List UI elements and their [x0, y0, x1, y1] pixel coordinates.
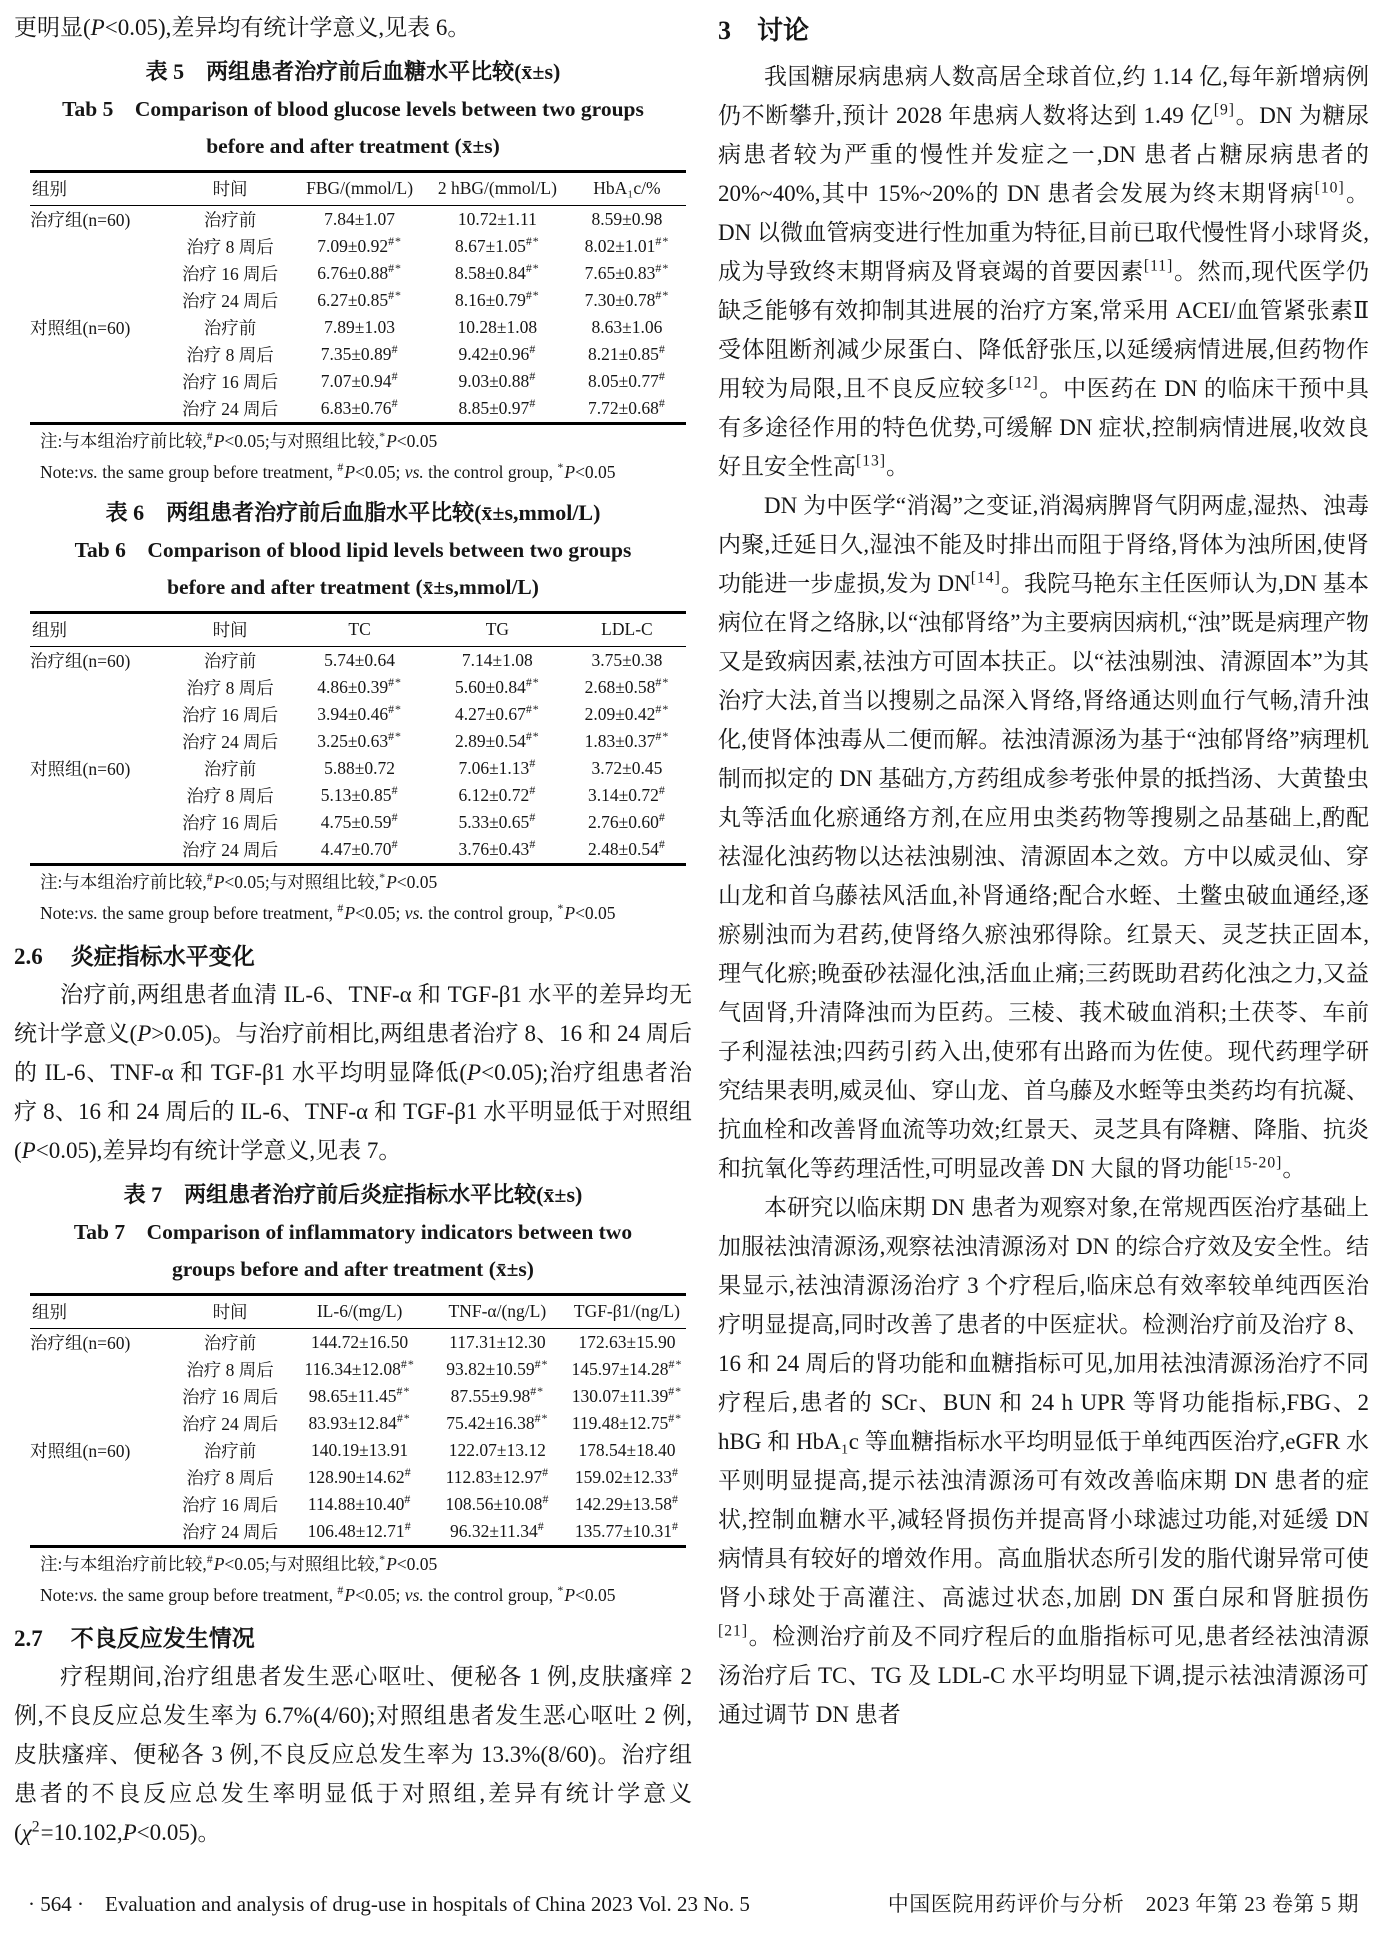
value-cell: 3.14±0.72# — [588, 783, 666, 805]
value-cell: 2.48±0.54# — [588, 837, 666, 859]
value-cell: 8.63±1.06 — [591, 317, 663, 337]
group-cell — [30, 260, 168, 287]
value-cell: 122.07±13.12 — [448, 1440, 546, 1460]
table7-note-cn: 注:与本组治疗前比较,#P<0.05;与对照组比较,*P<0.05 — [40, 1552, 438, 1574]
value-cell: 8.67±1.05#* — [454, 234, 540, 256]
table-row — [30, 260, 686, 287]
time-cell: 治疗 16 周后 — [181, 372, 279, 392]
value-cell: 5.33±0.65# — [458, 810, 537, 832]
value-cell: 1.83±0.37#* — [584, 729, 670, 751]
value-cell: 145.97±14.28#* — [571, 1357, 683, 1379]
column-header: 组别 — [30, 1295, 168, 1329]
value-cell: 6.12±0.72# — [458, 783, 537, 805]
column-header: 组别 — [30, 613, 168, 647]
value-cell: 7.65±0.83#* — [584, 261, 670, 283]
time-cell: 治疗 8 周后 — [186, 237, 274, 257]
column-header: 时间 — [168, 613, 293, 647]
table-row — [30, 395, 686, 424]
group-cell — [30, 287, 168, 314]
table-row — [30, 1518, 686, 1547]
intro-line: 更明显(P<0.05),差异均有统计学意义,见表 6。 — [14, 15, 471, 40]
value-cell: 6.76±0.88#* — [317, 261, 402, 283]
value-cell: 75.42±16.38#* — [446, 1411, 549, 1433]
section-number: 3 — [718, 16, 731, 45]
table7-caption-en: Tab 7 Comparison of inflammatory indicators between two groups before and after treatment (x̄±s) — [73, 1220, 633, 1281]
discussion-paragraph-1: 我国糖尿病患病人数高居全球首位,约 1.14 亿,每年新增病例仍不断攀升,预计 2028 年患病人数将达到 1.49 亿[9]。DN 为糖尿病患者较为严重的慢性并发症之一,DN 患者占糖尿病患者的 20%~40%,其中 15%~20%的 DN 患者会发展为终末期肾病[10]。DN 以微血管病变进行性加重为特征,目前已取代慢性肾小球肾炎,成为导致终末期肾病及肾衰竭的首要因素[11]。然而,现代医学仍缺乏能够有效抑制其进展的治疗方案,常采用 ACEI/血管紧张素Ⅱ受体阻断剂减少尿蛋白、降低舒张压,以延缓病情进展,但药物作用较为局限,且不良反应较多[12]。中医药在 DN 的临床干预中具有多途径作用的特色优势,可缓解 DN 症状,控制病情进展,收效良好且安全性高[13]。 — [718, 64, 1370, 479]
column-header: TC — [292, 613, 426, 647]
value-cell: 178.54±18.40 — [578, 1440, 676, 1460]
time-cell: 治疗 16 周后 — [181, 264, 279, 284]
table-row — [30, 728, 686, 755]
group-cell — [30, 1410, 168, 1437]
left-column — [14, 8, 692, 1852]
value-cell: 6.83±0.76# — [320, 396, 399, 418]
group-cell — [30, 1383, 168, 1410]
group-cell — [30, 809, 168, 836]
value-cell: 83.93±12.84#* — [308, 1411, 411, 1433]
table-row — [30, 809, 686, 836]
column-header: IL-6/(mg/L) — [292, 1295, 426, 1329]
value-cell: 142.29±13.58# — [574, 1492, 679, 1514]
table-header-row — [30, 613, 686, 647]
table6-caption-en: Tab 6 Comparison of blood lipid levels between two groups before and after treatment (x̄±s,mmol/L) — [74, 538, 632, 599]
value-cell: 116.34±12.08#* — [304, 1357, 415, 1379]
time-cell: 治疗前 — [203, 210, 257, 230]
table6-blood-lipid — [30, 611, 686, 866]
value-cell: 4.86±0.39#* — [317, 675, 402, 697]
section-title: 不良反应发生情况 — [70, 1625, 255, 1651]
table-row — [30, 287, 686, 314]
value-cell: 7.06±1.13# — [458, 756, 537, 778]
page-footer — [28, 1888, 1359, 1918]
section-number: 2.7 — [14, 1626, 43, 1651]
time-cell: 治疗 16 周后 — [181, 813, 279, 833]
table-row — [30, 233, 686, 260]
value-cell: 108.56±10.08# — [445, 1492, 550, 1514]
value-cell: 2.09±0.42#* — [584, 702, 670, 724]
table5-caption-en: Tab 5 Comparison of blood glucose levels between two groups before and after treatment (x̄±s) — [62, 97, 644, 158]
value-cell: 128.90±14.62# — [307, 1465, 412, 1487]
value-cell: 117.31±12.30 — [449, 1332, 546, 1352]
value-cell: 10.28±1.08 — [457, 317, 538, 337]
table-row — [30, 1437, 686, 1464]
time-cell: 治疗 24 周后 — [181, 732, 279, 752]
value-cell: 119.48±12.75#* — [571, 1411, 683, 1433]
time-cell: 治疗 8 周后 — [186, 786, 274, 806]
time-cell: 治疗 8 周后 — [186, 678, 274, 698]
table-row — [30, 314, 686, 341]
value-cell: 6.27±0.85#* — [317, 288, 402, 310]
section-title: 炎症指标水平变化 — [70, 943, 255, 969]
time-cell: 治疗 24 周后 — [181, 1522, 279, 1542]
table-row — [30, 836, 686, 865]
time-cell: 治疗前 — [203, 318, 257, 338]
value-cell: 3.75±0.38 — [591, 650, 663, 670]
group-cell — [30, 728, 168, 755]
time-cell: 治疗 8 周后 — [186, 1360, 274, 1380]
value-cell: 130.07±11.39#* — [571, 1384, 683, 1406]
time-cell: 治疗 24 周后 — [181, 840, 279, 860]
time-cell: 治疗 24 周后 — [181, 291, 279, 311]
time-cell: 治疗前 — [203, 651, 257, 671]
footer-left-running-title: · 564 · Evaluation and analysis of drug-use in hospitals of China 2023 Vol. 23 No. 5 — [28, 1892, 750, 1916]
table-row — [30, 1464, 686, 1491]
value-cell: 7.84±1.07 — [324, 209, 396, 229]
group-cell — [30, 1356, 168, 1383]
value-cell: 8.21±0.85# — [588, 342, 666, 364]
table-header-row — [30, 172, 686, 206]
table-row — [30, 647, 686, 675]
table-row — [30, 368, 686, 395]
table5-note-cn: 注:与本组治疗前比较,#P<0.05;与对照组比较,*P<0.05 — [40, 429, 438, 451]
table-row — [30, 1491, 686, 1518]
table7-inflammatory — [30, 1293, 686, 1548]
group-cell: 对照组(n=60) — [30, 1441, 131, 1461]
table-header-row — [30, 1295, 686, 1329]
time-cell: 治疗 8 周后 — [186, 1468, 274, 1488]
value-cell: 112.83±12.97# — [445, 1465, 550, 1487]
time-cell: 治疗 16 周后 — [181, 1495, 279, 1515]
column-header: LDL-C — [568, 613, 686, 647]
column-header: 时间 — [168, 172, 293, 206]
table5-note-en: Note:vs. the same group before treatment, #P<0.05; vs. the control group, *P<0.05 — [40, 460, 616, 482]
table-row — [30, 755, 686, 782]
value-cell: 7.30±0.78#* — [584, 288, 670, 310]
section-number: 2.6 — [14, 944, 43, 969]
group-cell — [30, 233, 168, 260]
value-cell: 7.07±0.94# — [320, 369, 399, 391]
value-cell: 2.68±0.58#* — [584, 675, 670, 697]
time-cell: 治疗前 — [203, 759, 257, 779]
value-cell: 8.58±0.84#* — [454, 261, 540, 283]
time-cell: 治疗 16 周后 — [181, 1387, 279, 1407]
column-header: HbA₁c/% — [568, 172, 686, 206]
table5-blood-glucose — [30, 170, 686, 425]
table-row — [30, 206, 686, 234]
value-cell: 8.05±0.77# — [588, 369, 666, 391]
section-3-heading — [718, 10, 1369, 47]
value-cell: 7.09±0.92#* — [317, 234, 402, 256]
time-cell: 治疗 8 周后 — [186, 345, 274, 365]
group-cell — [30, 368, 168, 395]
footer-right-journal-name: 中国医院用药评价与分析 2023 年第 23 卷第 5 期 — [887, 1892, 1359, 1916]
column-header: TGF-β1/(ng/L) — [568, 1295, 686, 1329]
value-cell: 96.32±11.34# — [450, 1519, 545, 1541]
table-row — [30, 341, 686, 368]
group-cell — [30, 782, 168, 809]
group-cell: 治疗组(n=60) — [30, 210, 131, 230]
value-cell: 93.82±10.59#* — [446, 1357, 549, 1379]
section-title: 讨论 — [757, 16, 810, 45]
value-cell: 10.72±1.11 — [457, 209, 537, 229]
time-cell: 治疗 24 周后 — [181, 399, 279, 419]
table-row — [30, 1329, 686, 1357]
table-row — [30, 674, 686, 701]
value-cell: 3.94±0.46#* — [317, 702, 402, 724]
value-cell: 2.76±0.60# — [588, 810, 666, 832]
time-cell: 治疗 16 周后 — [181, 705, 279, 725]
group-cell: 治疗组(n=60) — [30, 1333, 131, 1353]
value-cell: 5.74±0.64 — [324, 650, 396, 670]
time-cell: 治疗前 — [203, 1441, 257, 1461]
value-cell: 144.72±16.50 — [311, 1332, 409, 1352]
value-cell: 5.60±0.84#* — [454, 675, 540, 697]
value-cell: 8.85±0.97# — [458, 396, 537, 418]
group-cell: 对照组(n=60) — [30, 318, 131, 338]
value-cell: 3.76±0.43# — [458, 837, 537, 859]
group-cell — [30, 1464, 168, 1491]
column-header: 2 hBG/(mmol/L) — [427, 172, 568, 206]
value-cell: 4.27±0.67#* — [454, 702, 540, 724]
table6-note-cn: 注:与本组治疗前比较,#P<0.05;与对照组比较,*P<0.05 — [40, 870, 438, 892]
value-cell: 4.75±0.59# — [320, 810, 399, 832]
value-cell: 3.25±0.63#* — [317, 729, 402, 751]
group-cell — [30, 674, 168, 701]
table-row — [30, 1356, 686, 1383]
section-2-6-paragraph: 治疗前,两组患者血清 IL-6、TNF-α 和 TGF-β1 水平的差异均无统计学意义(P>0.05)。与治疗前相比,两组患者治疗 8、16 和 24 周后的 IL-6、TNF-α 和 TGF-β1 水平均明显降低(P<0.05);治疗组患者治疗 8、16 和 24 周后的 IL-6、TNF-α 和 TGF-β1 水平明显低于对照组(P<0.05),差异均有统计学意义,见表 7。 — [14, 982, 692, 1163]
right-column — [718, 8, 1369, 1852]
group-cell: 对照组(n=60) — [30, 759, 131, 779]
table-row — [30, 782, 686, 809]
value-cell: 3.72±0.45 — [591, 758, 663, 778]
table-row — [30, 1383, 686, 1410]
value-cell: 135.77±10.31# — [574, 1519, 679, 1541]
value-cell: 4.47±0.70# — [320, 837, 399, 859]
section-2-6-heading — [14, 938, 692, 971]
table7-caption-cn: 表 7 两组患者治疗前后炎症指标水平比较(x̄±s) — [123, 1182, 583, 1207]
value-cell: 114.88±10.40# — [307, 1492, 412, 1514]
value-cell: 8.02±1.01#* — [584, 234, 670, 256]
column-header: FBG/(mmol/L) — [292, 172, 426, 206]
group-cell — [30, 836, 168, 865]
group-cell — [30, 1491, 168, 1518]
discussion-paragraph-3: 本研究以临床期 DN 患者为观察对象,在常规西医治疗基础上加服祛浊清源汤,观察祛浊清源汤对 DN 的综合疗效及安全性。结果显示,祛浊清源汤治疗 3 个疗程后,临床总有效率较单纯西医治疗明显提高,同时改善了患者的中医症状。检测治疗前及治疗 8、16 和 24 周后的肾功能和血糖指标可见,加用祛浊清源汤治疗不同疗程后,患者的 SCr、BUN 和 24 h UPR 等肾功能指标,FBG、2 hBG 和 HbA₁c 等血糖指标水平均明显低于单纯西医治疗,eGFR 水平则明显提高,提示祛浊清源汤可有效改善临床期 DN 患者的症状,控制血糖水平,减轻肾损伤并提高肾小球滤过功能,对延缓 DN 病情具有较好的增效作用。高血脂状态所引发的脂代谢异常可使肾小球处于高灌注、高滤过状态,加剧 DN 蛋白尿和肾脏损伤[21]。检测治疗前及不同疗程后的血脂指标可见,患者经祛浊清源汤治疗后 TC、TG 及 LDL-C 水平均明显下调,提示祛浊清源汤可通过调节 DN 患者 — [718, 1195, 1369, 1727]
value-cell: 9.42±0.96# — [458, 342, 537, 364]
value-cell: 5.13±0.85# — [320, 783, 399, 805]
time-cell: 治疗 24 周后 — [181, 1414, 279, 1434]
value-cell: 98.65±11.45#* — [308, 1384, 411, 1406]
value-cell: 7.35±0.89# — [320, 342, 399, 364]
group-cell: 治疗组(n=60) — [30, 651, 131, 671]
value-cell: 87.55±9.98#* — [450, 1384, 545, 1406]
table-row — [30, 701, 686, 728]
group-cell — [30, 1518, 168, 1547]
value-cell: 8.59±0.98 — [591, 209, 663, 229]
column-header: 组别 — [30, 172, 168, 206]
value-cell: 172.63±15.90 — [578, 1332, 676, 1352]
section-2-7-heading — [14, 1620, 692, 1653]
value-cell: 140.19±13.91 — [311, 1440, 409, 1460]
value-cell: 7.89±1.03 — [324, 317, 396, 337]
table5-caption-cn: 表 5 两组患者治疗前后血糖水平比较(x̄±s) — [145, 59, 561, 84]
time-cell: 治疗前 — [203, 1333, 257, 1353]
value-cell: 2.89±0.54#* — [454, 729, 540, 751]
value-cell: 7.72±0.68# — [588, 396, 666, 418]
value-cell: 106.48±12.71# — [307, 1519, 412, 1541]
section-2-7-paragraph: 疗程期间,治疗组患者发生恶心呕吐、便秘各 1 例,皮肤瘙痒 2 例,不良反应总发生率为 6.7%(4/60);对照组患者发生恶心呕吐 2 例,皮肤瘙痒、便秘各 3 例,不良反应总发生率为 13.3%(8/60)。治疗组患者的不良反应总发生率明显低于对照组,差异有统计学意义$(\chi^2=10.102,P<0.05)$。 — [14, 1664, 692, 1845]
table6-caption-cn: 表 6 两组患者治疗前后血脂水平比较(x̄±s,mmol/L) — [105, 500, 601, 525]
value-cell: 9.03±0.88# — [458, 369, 537, 391]
column-header: TNF-α/(ng/L) — [427, 1295, 568, 1329]
group-cell — [30, 395, 168, 424]
table7-note-en: Note:vs. the same group before treatment, #P<0.05; vs. the control group, *P<0.05 — [40, 1583, 616, 1605]
group-cell — [30, 341, 168, 368]
discussion-paragraph-2: DN 为中医学“消渴”之变证,消渴病脾肾气阴两虚,湿热、浊毒内聚,迁延日久,湿浊不能及时排出而阻于肾络,肾体为浊所困,使肾功能进一步虚损,发为 DN[14]。我院马艳东主任医师认为,DN 基本病位在肾之络脉,以“浊郁肾络”为主要病因病机,“浊”既是病理产物又是致病因素,祛浊方可固本扶正。以“祛浊剔浊、清源固本”为其治疗大法,首当以搜剔之品深入肾络,肾络通达则血行气畅,清升浊化,使肾体浊毒从二便而解。祛浊清源汤为基于“浊郁肾络”病理机制而拟定的 DN 基础方,方药组成参考张仲景的抵挡汤、大黄蛰虫丸等活血化瘀通络方剂,在应用虫类药物等搜剔之品基础上,酌配祛湿化浊药物以达祛浊剔浊、清源固本之效。方中以威灵仙、穿山龙和首乌藤祛风活血,补肾通络;配合水蛭、土鳖虫破血通经,逐瘀剔浊而为君药,使肾络久瘀浊邪得除。红景天、灵芝扶正固本,理气化瘀;晚蚕砂祛湿化浊,活血止痛;三药既助君药化浊之力,又益气固肾,升清降浊而为臣药。三棱、莪术破血消积;土茯苓、车前子利湿祛浊;四药引药入出,使邪有出路而为佐使。现代药理学研究结果表明,威灵仙、穿山龙、首乌藤及水蛭等虫类药均有抗凝、抗血栓和改善肾血流等功效;红景天、灵芝具有降糖、降脂、抗炎和抗氧化等药理活性,可明显改善 DN 大鼠的肾功能[15-20]。 — [718, 493, 1369, 1181]
column-header: TG — [427, 613, 568, 647]
value-cell: 8.16±0.79#* — [454, 288, 540, 310]
value-cell: 5.88±0.72 — [324, 758, 396, 778]
table-row — [30, 1410, 686, 1437]
group-cell — [30, 701, 168, 728]
column-header: 时间 — [168, 1295, 293, 1329]
value-cell: 159.02±12.33# — [574, 1465, 679, 1487]
table6-note-en: Note:vs. the same group before treatment, #P<0.05; vs. the control group, *P<0.05 — [40, 901, 616, 923]
value-cell: 7.14±1.08 — [461, 650, 533, 670]
